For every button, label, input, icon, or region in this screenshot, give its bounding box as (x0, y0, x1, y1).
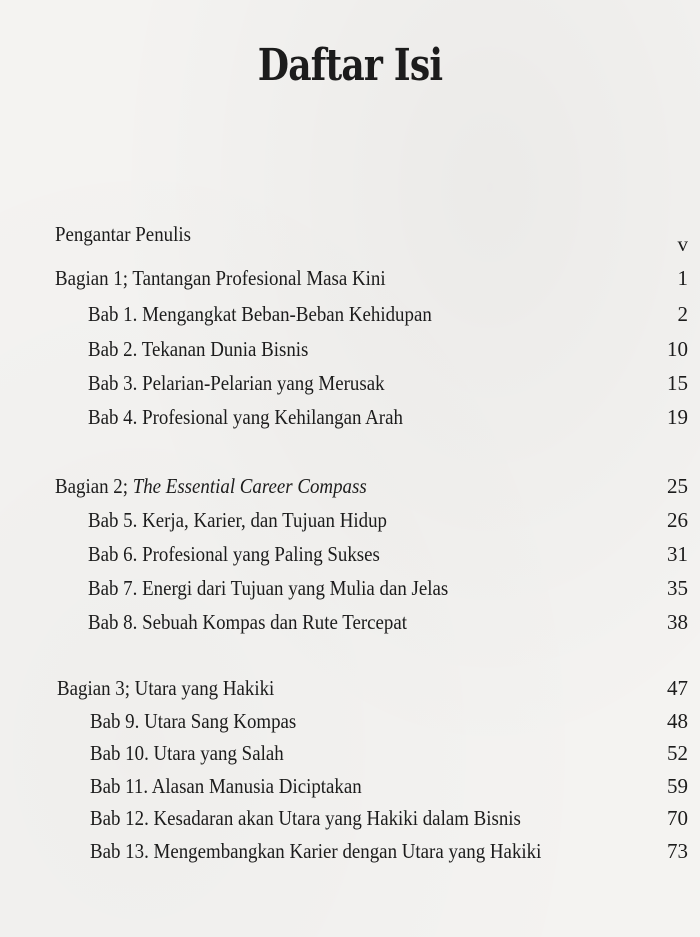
toc-entry-label: Pengantar Penulis (55, 222, 191, 246)
toc-entry-preface (55, 219, 700, 256)
toc-entry-page: 26 (667, 508, 688, 532)
toc-entry-label: Bab 13. Mengembangkan Karier dengan Utara yang Hakiki (90, 839, 542, 863)
toc-entry-chapter-10 (90, 738, 700, 768)
toc-entry-label: Bagian 3; Utara yang Hakiki (57, 676, 275, 700)
toc-entry-page: 19 (667, 405, 688, 429)
toc-entry-part-3 (57, 673, 700, 703)
toc-entry-chapter-11 (90, 771, 700, 801)
toc-entry-page: 1 (677, 266, 688, 290)
toc-entry-page: 59 (667, 774, 688, 798)
toc-entry-page: 35 (667, 576, 688, 600)
toc-entry-chapter-7 (88, 573, 700, 603)
toc-entry-label: Bab 3. Pelarian-Pelarian yang Merusak (88, 371, 385, 395)
toc-entry-label: Bab 7. Energi dari Tujuan yang Mulia dan Jelas (88, 576, 449, 600)
toc-entry-part-1 (55, 263, 700, 293)
toc-entry-page: 73 (667, 839, 688, 863)
toc-entry-chapter-2 (88, 334, 700, 364)
toc-entry-chapter-12 (90, 803, 700, 833)
toc-entry-page: 25 (667, 474, 688, 498)
toc-entry-page: 47 (667, 676, 688, 700)
page-title: Daftar Isi (257, 40, 443, 91)
toc-entry-part-2 (55, 471, 700, 501)
toc-entry-page: 70 (667, 806, 688, 830)
toc-entry-page: 10 (667, 337, 688, 361)
toc-entry-label: Bab 4. Profesional yang Kehilangan Arah (88, 405, 403, 429)
toc-entry-label (55, 471, 367, 501)
toc-entry-label: Bab 5. Kerja, Karier, dan Tujuan Hidup (88, 508, 387, 532)
toc-entry-label: Bab 1. Mengangkat Beban-Beban Kehidupan (88, 302, 432, 326)
toc-entry-label: Bab 8. Sebuah Kompas dan Rute Tercepat (88, 610, 408, 634)
toc-entry-label-prefix: Bagian 2; (55, 474, 133, 498)
toc-entry-chapter-6 (88, 539, 700, 569)
toc-entry-chapter-8 (88, 607, 700, 637)
toc-entry-page: 31 (667, 542, 688, 566)
toc-entry-chapter-4 (88, 402, 700, 432)
toc-entry-label: Bab 9. Utara Sang Kompas (90, 709, 297, 733)
toc-entry-label: Bab 11. Alasan Manusia Diciptakan (90, 774, 362, 798)
toc-entry-label: Bagian 1; Tantangan Profesional Masa Kini (55, 266, 386, 290)
toc-entry-label: Bab 6. Profesional yang Paling Sukses (88, 542, 380, 566)
toc-entry-chapter-1 (88, 299, 700, 329)
toc-entry-page: 48 (667, 709, 688, 733)
toc-entry-label: Bab 10. Utara yang Salah (90, 741, 284, 765)
toc-entry-label-italic: The Essential Career Compass (132, 474, 367, 498)
toc-entry-page: 15 (667, 371, 688, 395)
toc-entry-chapter-3 (88, 368, 700, 398)
toc-entry-page: 2 (677, 302, 688, 326)
toc-entry-page: 52 (667, 741, 688, 765)
toc-entry-chapter-5 (88, 505, 700, 535)
toc-entry-label: Bab 2. Tekanan Dunia Bisnis (88, 337, 309, 361)
toc-entry-page: v (677, 232, 688, 256)
toc-entry-chapter-9 (90, 706, 700, 736)
toc-entry-page: 38 (667, 610, 688, 634)
toc-entry-chapter-13 (90, 836, 700, 866)
toc-entry-label: Bab 12. Kesadaran akan Utara yang Hakiki dalam Bisnis (90, 806, 521, 830)
